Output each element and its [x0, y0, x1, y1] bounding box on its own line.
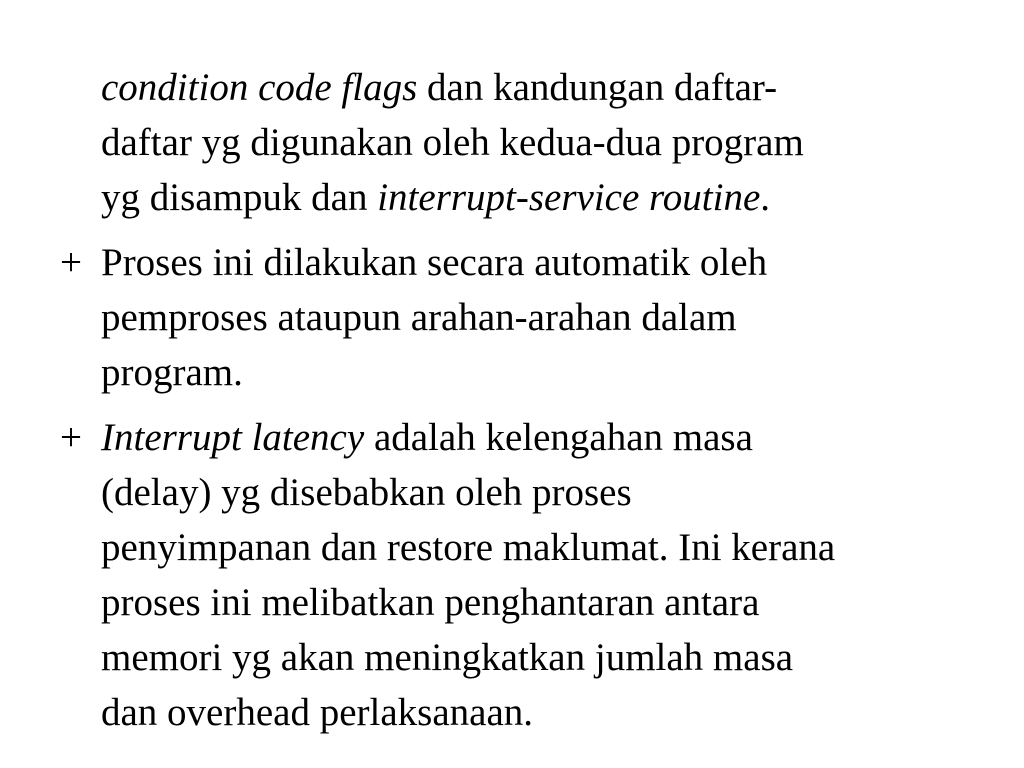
text-line: dan overhead perlaksanaan. — [101, 691, 534, 734]
text-span: adalah kelengahan masa — [364, 416, 753, 459]
italic-term: interrupt-service routine — [377, 176, 761, 219]
text-line: penyimpanan dan restore maklumat. Ini kerana — [101, 526, 836, 569]
text-span: . — [760, 176, 771, 219]
text-line: proses ini melibatkan penghantaran antara — [101, 581, 760, 624]
text-line — [60, 170, 980, 225]
text-line: memori yg akan meningkatkan jumlah masa — [101, 636, 794, 679]
italic-term: Interrupt latency — [101, 416, 365, 459]
paragraph-continuation — [60, 60, 980, 225]
bullet-item-process — [60, 235, 980, 400]
text-line: pemproses ataupun arahan-arahan dalam — [101, 296, 737, 339]
text-span: dan kandungan daftar- — [417, 66, 778, 109]
text-line — [60, 60, 980, 115]
text-line: daftar yg digunakan oleh kedua-dua program — [101, 121, 804, 164]
plus-bullet-icon: + — [60, 241, 82, 284]
bullet-item-latency — [60, 410, 980, 740]
text-span: Proses ini dilakukan secara automatik oleh — [101, 241, 768, 284]
text-line — [60, 410, 980, 465]
text-line: (delay) yg disebabkan oleh proses — [101, 471, 632, 514]
text-span: yg disampuk dan — [101, 176, 378, 219]
plus-bullet-icon: + — [60, 416, 82, 459]
text-line — [60, 235, 980, 290]
text-line: program. — [101, 351, 243, 394]
italic-term: condition code flags — [101, 66, 418, 109]
